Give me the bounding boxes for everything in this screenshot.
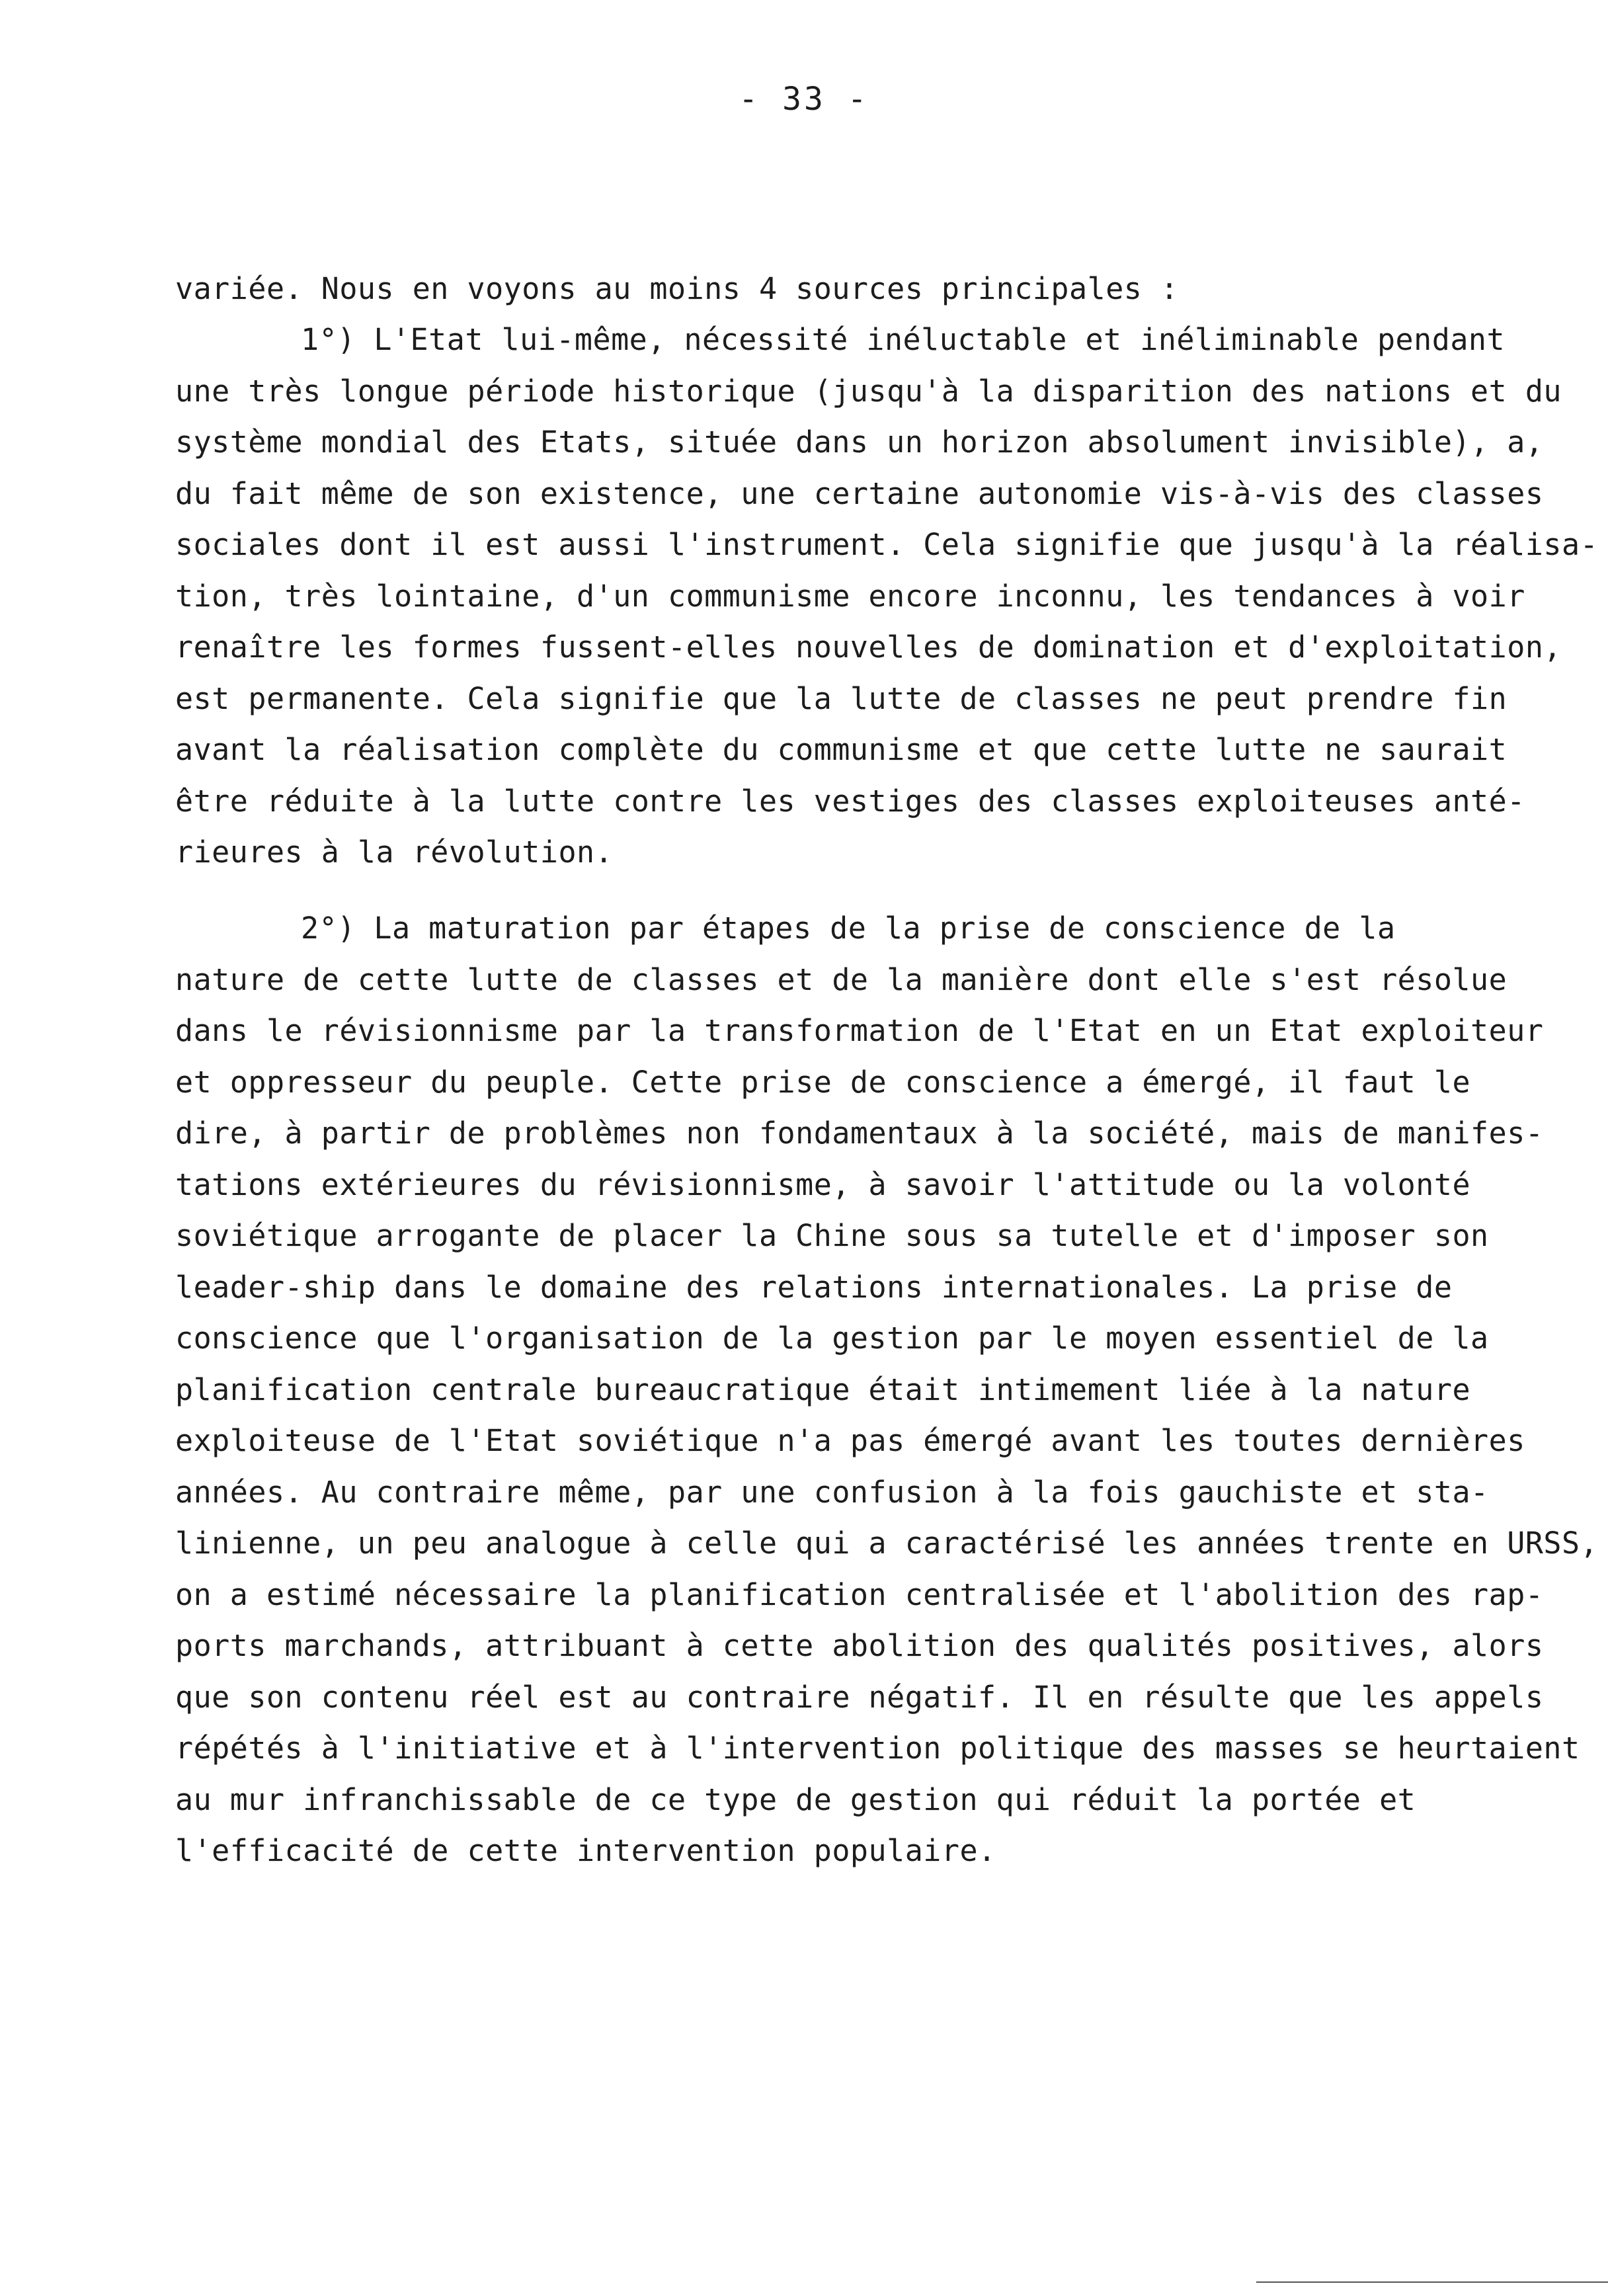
text-line: [175, 314, 1506, 366]
text-line: soviétique arrogante de placer la Chine sous sa tutelle et d'imposer son: [175, 1218, 1489, 1253]
text-line: années. Au contraire même, par une confusion à la fois gauchiste et sta-: [175, 1474, 1489, 1510]
text-line: du fait même de son existence, une certaine autonomie vis-à-vis des classes: [175, 475, 1544, 511]
text-line: tations extérieures du révisionnisme, à savoir l'attitude ou la volonté: [175, 1167, 1471, 1202]
text-line: que son contenu réel est au contraire négatif. Il en résulte que les appels: [175, 1679, 1544, 1715]
text-line: leader-ship dans le domaine des relations internationales. La prise de: [175, 1269, 1453, 1305]
text-line: linienne, un peu analogue à celle qui a caractérisé les années trente en URSS,: [175, 1526, 1599, 1561]
text-line: planification centrale bureaucratique était intimement liée à la nature: [175, 1372, 1471, 1407]
text-line: variée. Nous en voyons au moins 4 sources principales :: [175, 271, 1179, 306]
text-line: et oppresseur du peuple. Cette prise de conscience a émergé, il faut le: [175, 1064, 1471, 1100]
text-line: tion, très lointaine, d'un communisme encore inconnu, les tendances à voir: [175, 578, 1525, 614]
text-line: exploiteuse de l'Etat soviétique n'a pas émergé avant les toutes dernières: [175, 1423, 1525, 1458]
page-number: - 33 -: [739, 81, 869, 118]
text-line: renaître les formes fussent-elles nouvelles de domination et d'exploitation,: [175, 630, 1562, 665]
text-line: répétés à l'initiative et à l'intervention politique des masses se heurtaient: [175, 1731, 1580, 1766]
text-line: sociales dont il est aussi l'instrument. Cela signifie que jusqu'à la réalisa-: [175, 527, 1599, 562]
text-line: système mondial des Etats, située dans un horizon absolument invisible), a,: [175, 425, 1544, 460]
text-line: dire, à partir de problèmes non fondamentaux à la société, mais de manifes-: [175, 1116, 1544, 1151]
intro-paragraph: [175, 263, 1451, 315]
text-line: une très longue période historique (jusqu'à la disparition des nations et du: [175, 373, 1562, 409]
text-line: rieures à la révolution.: [175, 835, 614, 870]
text-line: ports marchands, attribuant à cette abolition des qualités positives, alors: [175, 1628, 1544, 1663]
point-2-paragraph: [175, 903, 1599, 1877]
text-line: être réduite à la lutte contre les vestiges des classes exploiteuses anté-: [175, 783, 1525, 819]
page-bottom-edge-line: [1256, 2281, 1608, 2283]
point-2-first-line: 2°) La maturation par étapes de la prise de conscience de la: [301, 911, 1396, 946]
text-line: est permanente. Cela signifie que la lutte de classes ne peut prendre fin: [175, 680, 1508, 716]
text-line: nature de cette lutte de classes et de la manière dont elle s'est résolue: [175, 962, 1508, 997]
text-line: l'efficacité de cette intervention populaire.: [175, 1833, 996, 1868]
text-line: [175, 903, 1451, 954]
text-line: dans le révisionnisme par la transformation de l'Etat en un Etat exploiteur: [175, 1013, 1544, 1048]
text-line: au mur infranchissable de ce type de gestion qui réduit la portée et: [175, 1782, 1416, 1817]
text-line: avant la réalisation complète du communisme et que cette lutte ne saurait: [175, 732, 1508, 767]
point-1-paragraph: [175, 314, 1599, 878]
text-line: conscience que l'organisation de la gestion par le moyen essentiel de la: [175, 1321, 1489, 1356]
text-line: on a estimé nécessaire la planification centralisée et l'abolition des rap-: [175, 1577, 1544, 1612]
point-1-first-line: 1°) L'Etat lui-même, nécessité inéluctable et inéliminable pendant: [301, 322, 1506, 357]
